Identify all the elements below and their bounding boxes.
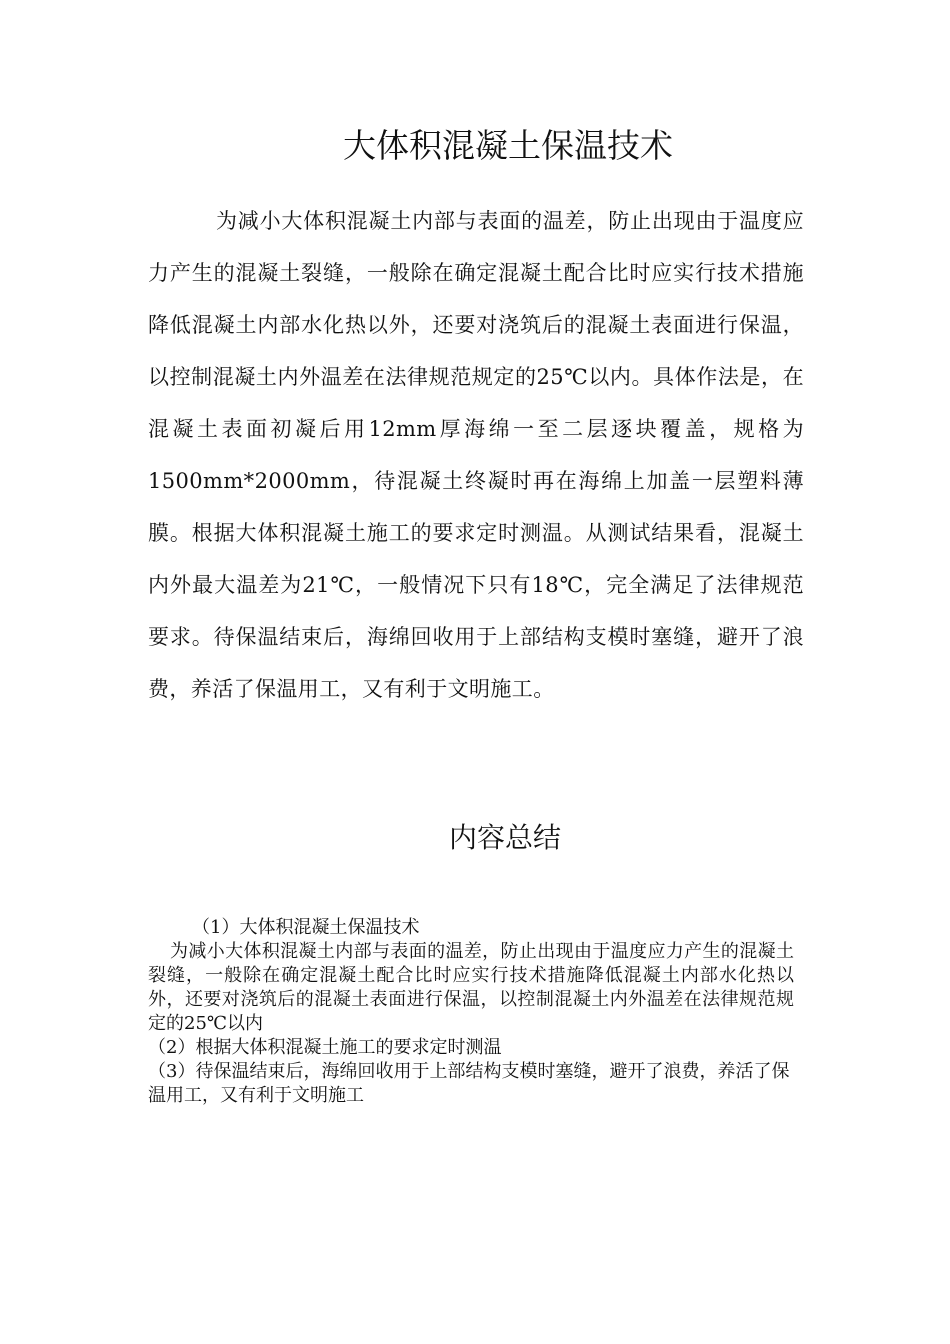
summary-item-1-heading: （1）大体积混凝土保温技术 [192, 917, 420, 938]
summary-item-2: （2）根据大体积混凝土施工的要求定时测温 [148, 1037, 502, 1058]
summary-item-3: （3）待保温结束后，海绵回收用于上部结构支模时塞缝，避开了浪费，养活了保温用工，又有利于文明施工 [148, 1061, 790, 1106]
document-title: 大体积混凝土保温技术 [343, 126, 673, 165]
body-paragraph: 为减小大体积混凝土内部与表面的温差，防止出现由于温度应力产生的混凝土裂缝，一般除在确定混凝土配合比时应实行技术措施降低混凝土内部水化热以外，还要对浇筑后的混凝土表面进行保温，以控制混凝土内外温差在法律规范规定的25℃以内。具体作法是，在混凝土表面初凝后用12mm厚海绵一至二层逐块覆盖，规格为1500mm*2000mm，待混凝土终凝时再在海绵上加盖一层塑料薄膜。根据大体积混凝土施工的要求定时测温。从测试结果看，混凝土内外最大温差为21℃，一般情况下只有18℃，完全满足了法律规范要求。待保温结束后，海绵回收用于上部结构支模时塞缝，避开了浪费，养活了保温用工，又有利于文明施工。 [148, 209, 804, 701]
summary-section [148, 916, 794, 1108]
summary-item-1-body: 为减小大体积混凝土内部与表面的温差，防止出现由于温度应力产生的混凝土裂缝，一般除在确定混凝土配合比时应实行技术措施降低混凝土内部水化热以外，还要对浇筑后的混凝土表面进行保温，以控制混凝土内外温差在法律规范规定的25℃以内 [148, 941, 794, 1034]
summary-title: 内容总结 [448, 821, 561, 854]
